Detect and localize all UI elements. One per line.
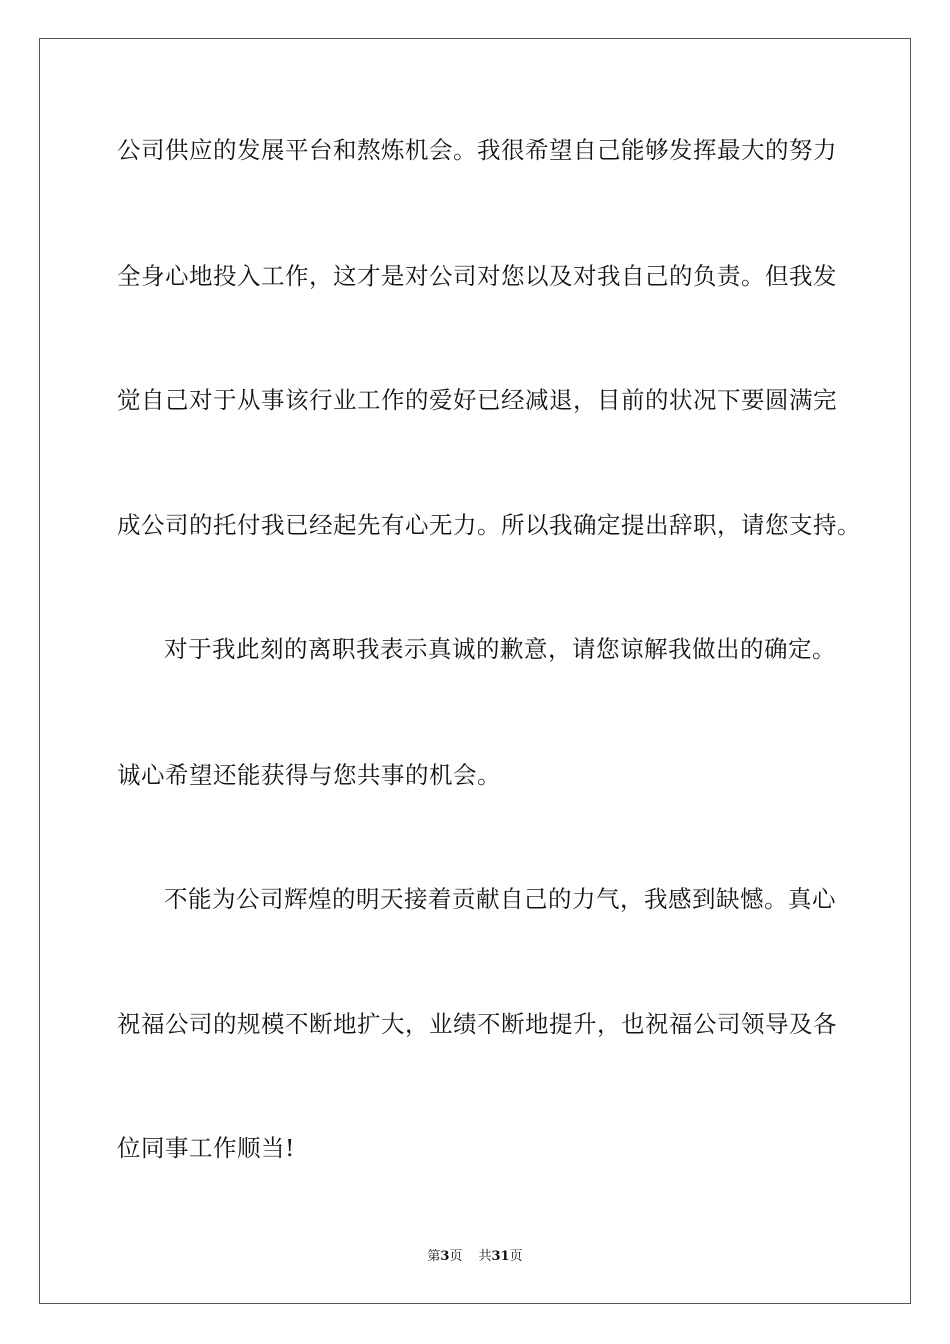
paragraph-line-8: 祝福公司的规模不断地扩大，业绩不断地提升，也祝福公司领导及各 (117, 1010, 837, 1038)
footer-total-prefix: 共 (478, 1249, 492, 1264)
page-footer (0, 1249, 950, 1265)
paragraph-line-4: 成公司的托付我已经起先有心无力。所以我确定提出辞职，请您支持。 (117, 511, 861, 539)
paragraph-line-9: 位同事工作顺当! (117, 1134, 295, 1162)
footer-total-suffix: 页 (509, 1249, 523, 1264)
paragraph-line-7: 不能为公司辉煌的明天接着贡献自己的力气，我感到缺憾。真心 (164, 885, 836, 913)
page-border (39, 38, 911, 1304)
footer-page-suffix: 页 (449, 1249, 463, 1264)
footer-total-pages: 31 (491, 1249, 510, 1264)
paragraph-line-1: 公司供应的发展平台和熬炼机会。我很希望自己能够发挥最大的努力 (117, 136, 837, 164)
footer-page-prefix: 第 (427, 1249, 441, 1264)
paragraph-line-5: 对于我此刻的离职我表示真诚的歉意，请您谅解我做出的确定。 (164, 635, 836, 663)
paragraph-line-3: 觉自己对于从事该行业工作的爱好已经减退，目前的状况下要圆满完 (117, 386, 837, 414)
paragraph-line-6: 诚心希望还能获得与您共事的机会。 (117, 761, 501, 789)
paragraph-line-2: 全身心地投入工作，这才是对公司对您以及对我自己的负责。但我发 (117, 262, 837, 290)
footer-page-number: 3 (440, 1249, 450, 1264)
